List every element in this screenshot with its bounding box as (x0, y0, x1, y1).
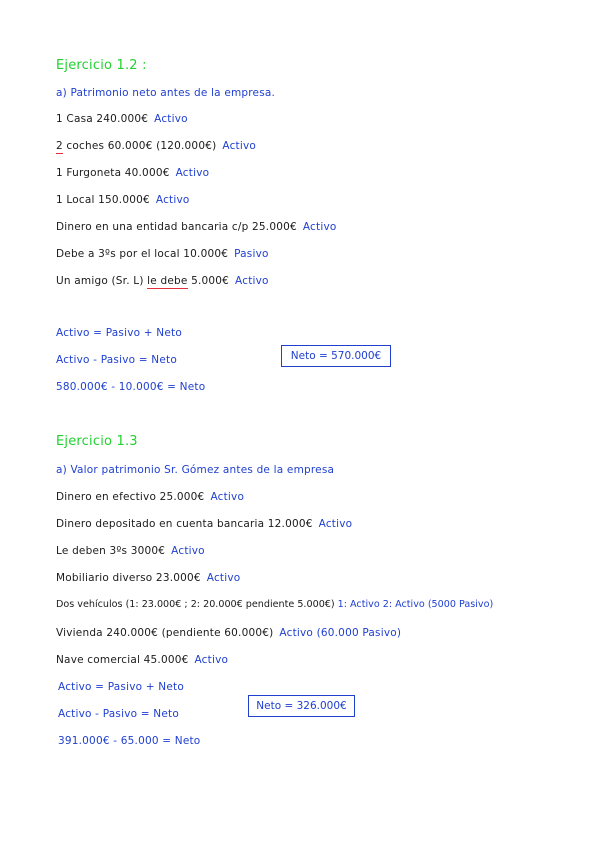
list-item (56, 167, 209, 179)
list-item (56, 140, 256, 152)
result-box: Neto = 326.000€ (248, 695, 355, 717)
item-tag: Activo (154, 113, 188, 125)
item-count-underlined: 2 (56, 140, 63, 152)
item-tag: Activo (235, 275, 269, 287)
list-item (56, 545, 205, 557)
formula-line: 391.000€ - 65.000 = Neto (58, 735, 201, 747)
item-text: Vivienda 240.000€ (pendiente 60.000€) (56, 627, 274, 639)
item-text: 1 Casa 240.000€ (56, 113, 149, 125)
item-tag: Pasivo (234, 248, 269, 260)
item-text: coches 60.000€ (120.000€) (62, 140, 217, 152)
formula-line: Activo - Pasivo = Neto (58, 708, 179, 720)
item-text: Mobiliario diverso 23.000€ (56, 572, 201, 584)
formula-line: Activo = Pasivo + Neto (58, 681, 184, 693)
list-item (56, 572, 240, 584)
formula-line: Activo = Pasivo + Neto (56, 327, 182, 339)
item-text: 1 Furgoneta 40.000€ (56, 167, 170, 179)
item-tag: Activo (171, 545, 205, 557)
item-tag: Activo (318, 518, 353, 530)
item-tag: Activo (302, 221, 337, 233)
item-tag: Activo (206, 572, 241, 584)
item-tag: Activo (194, 654, 229, 666)
section2-title: Ejercicio 1.3 (56, 434, 138, 449)
item-text: Dos vehículos (1: 23.000€ ; 2: 20.000€ pendiente 5.000€) (56, 599, 335, 610)
list-item (56, 113, 188, 125)
item-tag: Activo (210, 491, 245, 503)
list-item (56, 275, 269, 287)
section1-subtitle: a) Patrimonio neto antes de la empresa. (56, 87, 276, 99)
list-item (56, 599, 493, 610)
list-item (56, 654, 228, 666)
list-item (56, 248, 269, 260)
item-underlined: le debe (147, 275, 188, 287)
list-item (56, 627, 401, 639)
item-tag: Activo (175, 167, 210, 179)
list-item (56, 518, 352, 530)
item-text: 1 Local 150.000€ (56, 194, 150, 206)
item-text: Dinero en una entidad bancaria c/p 25.000€ (56, 221, 297, 233)
list-item (56, 221, 337, 233)
section2-subtitle: a) Valor patrimonio Sr. Gómez antes de la empresa (56, 464, 335, 476)
formula-line: Activo - Pasivo = Neto (56, 354, 177, 366)
item-text: Dinero depositado en cuenta bancaria 12.000€ (56, 518, 313, 530)
item-text: Debe a 3ºs por el local 10.000€ (56, 248, 229, 260)
result-box: Neto = 570.000€ (281, 345, 391, 367)
item-tag: 1: Activo 2: Activo (5000 Pasivo) (337, 599, 494, 610)
item-tag: Activo (222, 140, 257, 152)
item-tag: Activo (155, 194, 190, 206)
item-tag: Activo (60.000 Pasivo) (279, 627, 402, 639)
formula-line: 580.000€ - 10.000€ = Neto (56, 381, 206, 393)
list-item (56, 194, 190, 206)
item-text: Dinero en efectivo 25.000€ (56, 491, 205, 503)
list-item (56, 491, 244, 503)
item-text: Nave comercial 45.000€ (56, 654, 189, 666)
section1-title: Ejercicio 1.2 : (56, 58, 147, 73)
item-text-2: 5.000€ (187, 275, 230, 287)
item-text: Un amigo (Sr. L) (56, 275, 144, 287)
item-text: Le deben 3ºs 3000€ (56, 545, 166, 557)
